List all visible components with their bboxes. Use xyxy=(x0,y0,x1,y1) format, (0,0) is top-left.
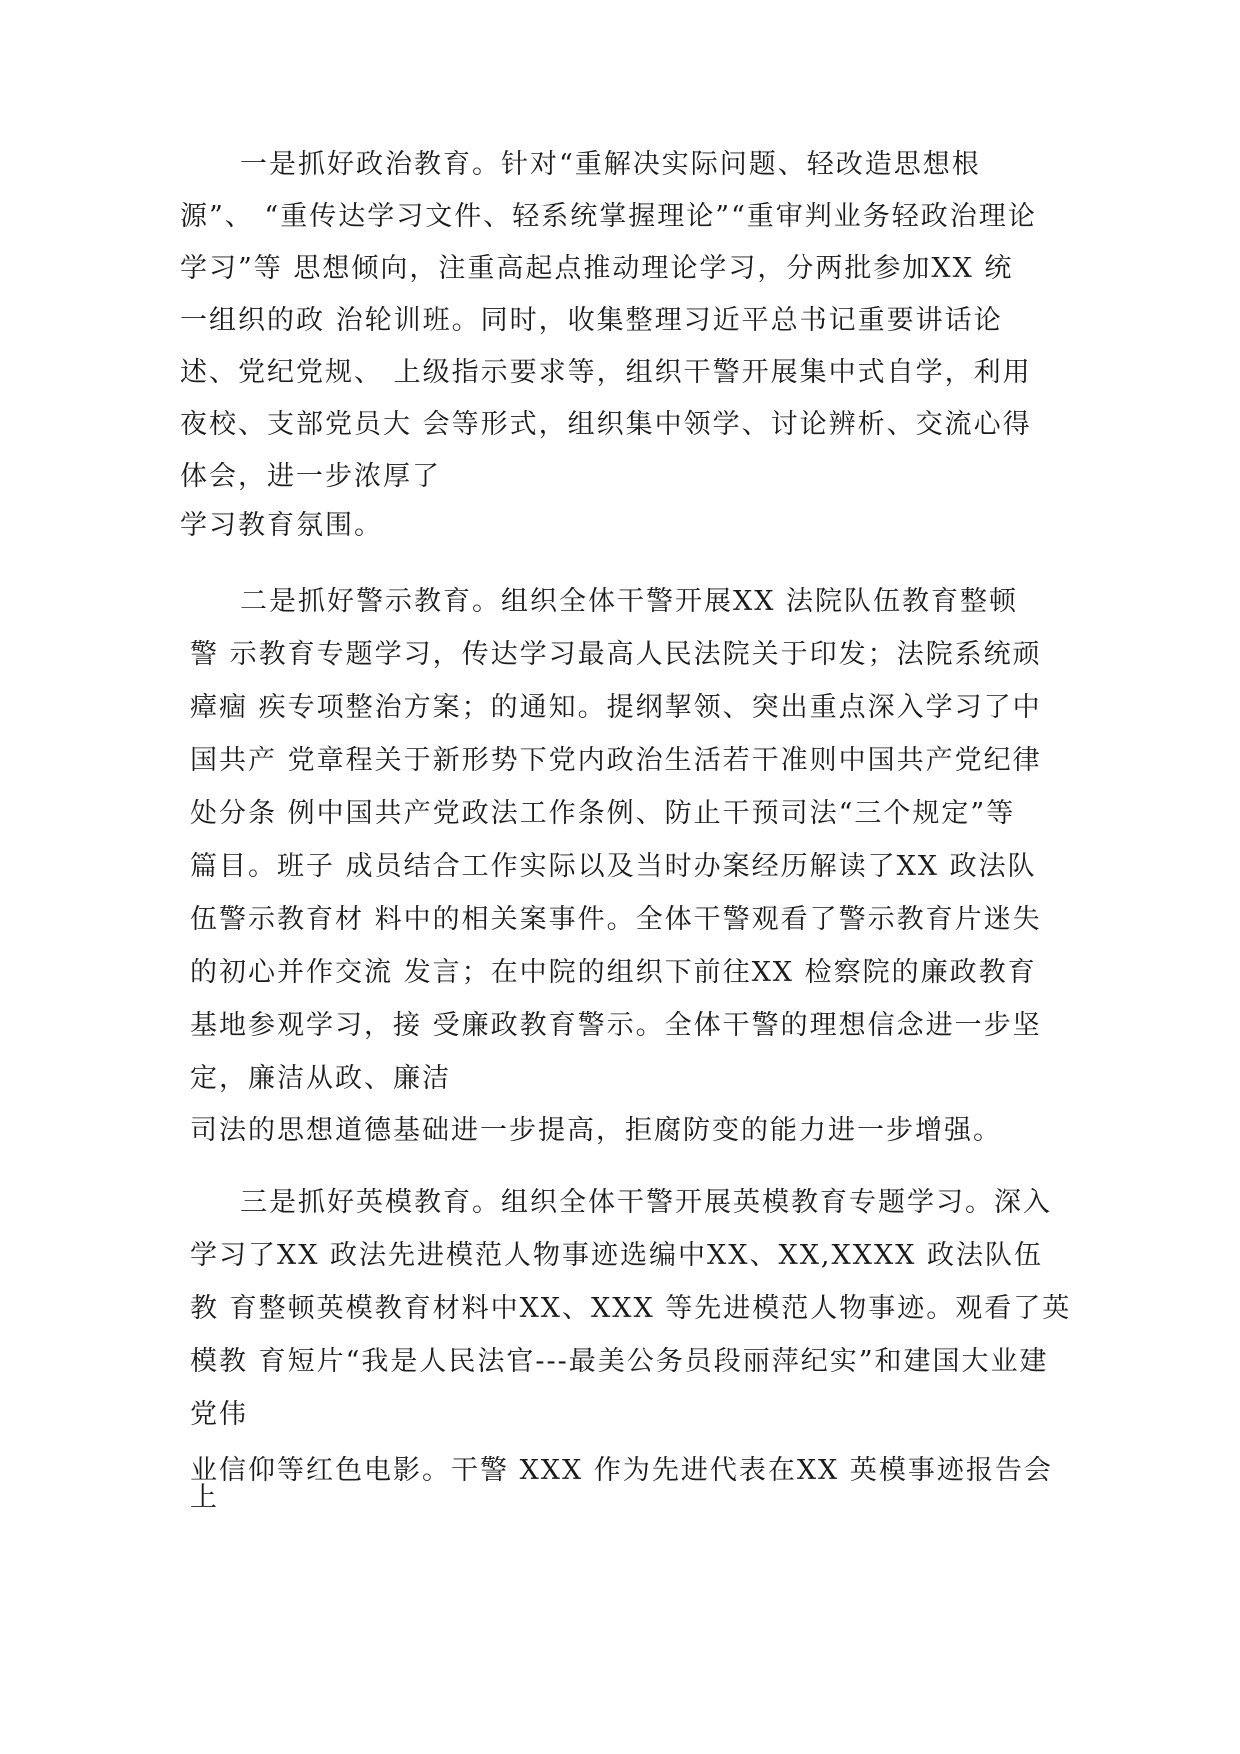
text-line: 源”、 “重传达学习文件、轻系统掌握理论”“重审判业务轻政治理论 xyxy=(180,201,1037,232)
text-line: 学习了XX 政法先进模范人物事迹选编中XX、XX,XXXX 政法队伍 xyxy=(190,1240,1043,1271)
text-line: 国共产 党章程关于新形势下党内政治生活若干准则中国共产党纪律 xyxy=(190,745,1042,776)
text-line: 模教 育短片“我是人民法官---最美公务员段丽萍纪实”和建国大业建 xyxy=(190,1346,1049,1377)
text-line: 瘴痼 疾专项整治方案；的通知。提纲挈领、突出重点深入学习了中 xyxy=(190,692,1042,723)
text-line: 篇目。班子 成员结合工作实际以及当时办案经历解读了XX 政法队 xyxy=(190,851,1037,882)
text-line: 业信仰等红色电影。干警 XXX 作为先进代表在XX 英模事迹报告会 xyxy=(190,1455,1053,1486)
text-line: 警 示教育专题学习，传达学习最高人民法院关于印发；法院系统顽 xyxy=(190,639,1042,670)
text-line: 述、党纪党规、 上级指示要求等，组织干警开展集中式自学，利用 xyxy=(180,357,1032,388)
text-line: 夜校、支部党员大 会等形式，组织集中领学、讨论辨析、交流心得 xyxy=(180,409,1032,440)
text-line: 教 育整顿英模教育材料中XX、XXX 等先进模范人物事迹。观看了英 xyxy=(190,1293,1072,1324)
text-line: 三是抓好英模教育。组织全体干警开展英模教育专题学习。深入 xyxy=(240,1187,1052,1218)
text-line: 基地参观学习，接 受廉政教育警示。全体干警的理想信念进一步坚 xyxy=(190,1010,1042,1041)
text-line: 一组织的政 治轮训班。同时，收集整理习近平总书记重要讲话论 xyxy=(180,305,1003,336)
text-line: 伍警示教育材 料中的相关案事件。全体干警观看了警示教育片迷失 xyxy=(190,904,1042,935)
text-line: 体会，进一步浓厚了 xyxy=(180,461,441,492)
text-line: 司法的思想道德基础进一步提高，拒腐防变的能力进一步增强。 xyxy=(190,1115,1002,1146)
text-line: 处分条 例中国共产党政法工作条例、防止干预司法“三个规定”等 xyxy=(190,798,1016,829)
text-line: 党伟 xyxy=(190,1399,248,1430)
text-line: 的初心并作交流 发言；在中院的组织下前往XX 检察院的廉政教育 xyxy=(190,957,1037,988)
text-line: 一是抓好政治教育。针对“重解决实际问题、轻改造思想根 xyxy=(240,149,981,180)
text-line: 定，廉洁从政、廉洁 xyxy=(190,1063,451,1094)
text-line: 上 xyxy=(190,1482,219,1513)
text-line: 学习”等 思想倾向，注重高起点推动理论学习，分两批参加XX 统 xyxy=(180,253,1014,284)
text-line: 学习教育氛围。 xyxy=(180,510,383,541)
text-line: 二是抓好警示教育。组织全体干警开展XX 法院队伍教育整顿 xyxy=(240,586,1019,617)
